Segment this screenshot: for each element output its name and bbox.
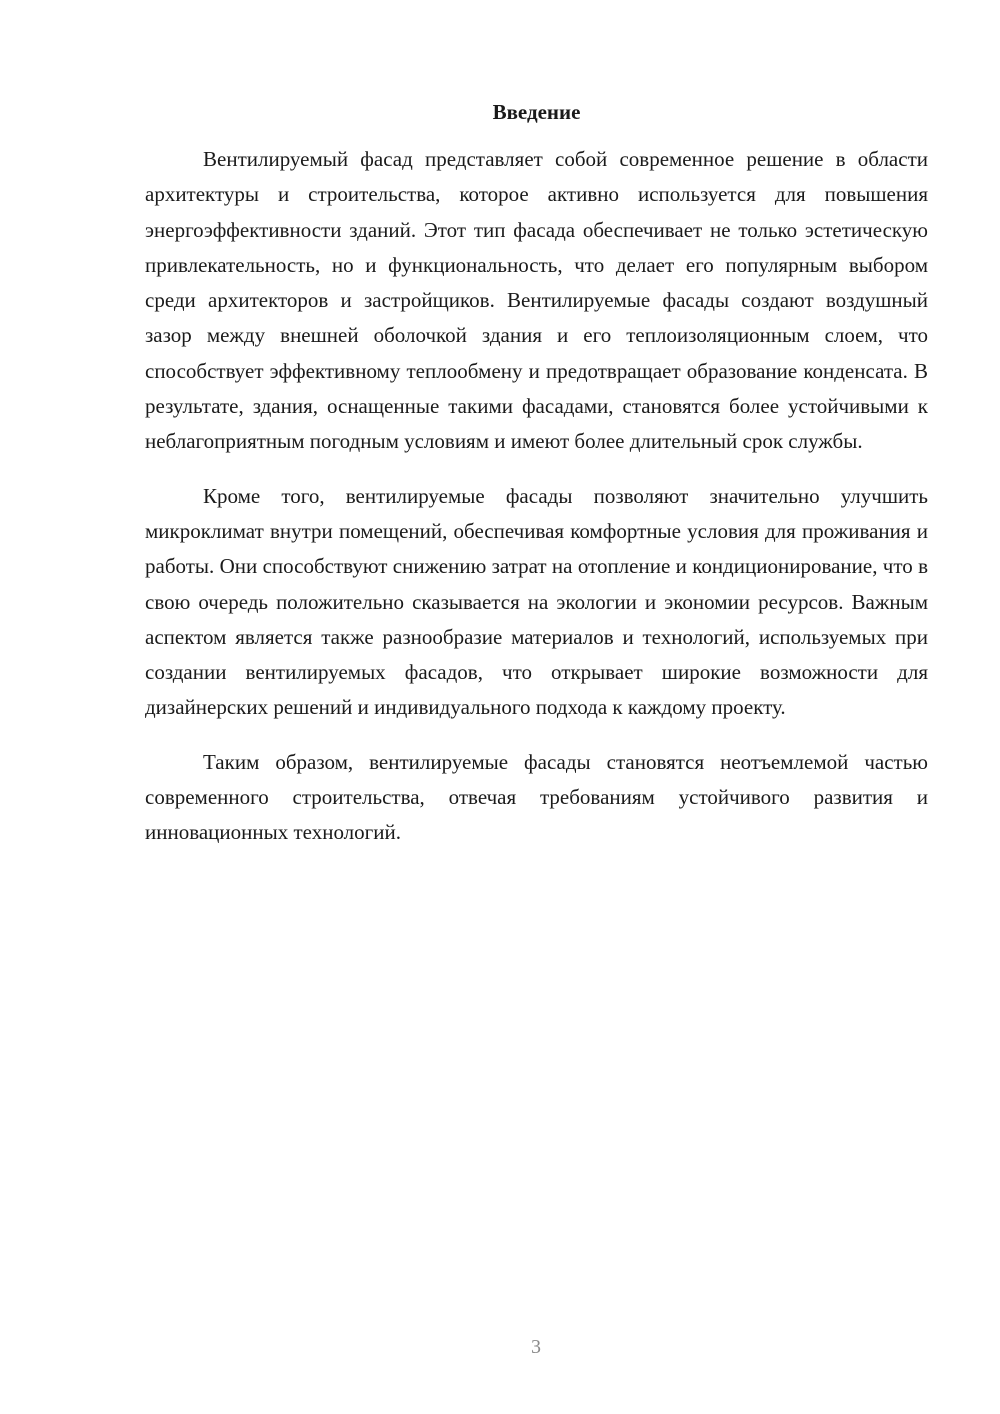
paragraph-1: Вентилируемый фасад представляет собой современное решение в области архитектуры и строительства, которое активно используется для повышения энергоэффективности зданий. Этот тип фасада обеспечивает не только эстетическую привлекательность, но и функциональность, что делает его популярным выбором среди архитекторов и застройщиков. Вентилируемые фасады создают воздушный зазор между внешней оболочкой здания и его теплоизоляционным слоем, что способствует эффективному теплообмену и предотвращает образование конденсата. В результате, здания, оснащенные такими фасадами, становятся более устойчивыми к неблагоприятным погодным условиям и имеют более длительный срок службы. [145,147,928,454]
paragraph-2: Кроме того, вентилируемые фасады позволяют значительно улучшить микроклимат внутри помещений, обеспечивая комфортные условия для проживания и работы. Они способствуют снижению затрат на отопление и кондиционирование, что в свою очередь положительно сказывается на экологии и экономии ресурсов. Важным аспектом является также разнообразие материалов и технологий, используемых при создании вентилируемых фасадов, что открывает широкие возможности для дизайнерских решений и индивидуального подхода к каждому проекту. [145,483,928,720]
page-number: 3 [531,1336,541,1358]
body-text [145,142,928,870]
page-title: Введение [492,100,581,124]
paragraph-3: Таким образом, вентилируемые фасады становятся неотъемлемой частью современного строительства, отвечая требованиям устойчивого развития и инновационных технологий. [145,749,928,845]
